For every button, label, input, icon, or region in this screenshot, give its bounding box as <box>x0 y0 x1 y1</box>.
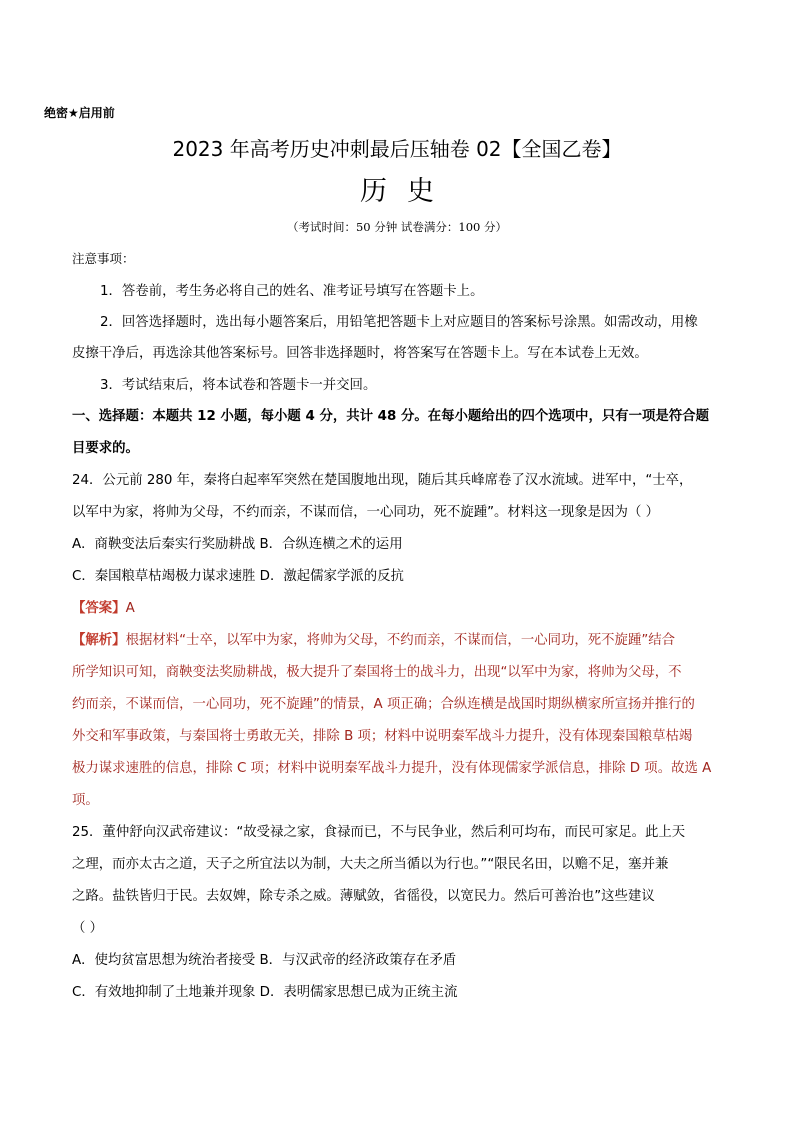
confidential-mark: 绝密★启用前 <box>44 106 115 120</box>
section-heading-cont: 目要求的。 <box>72 441 139 456</box>
q25-option: A．使均贫富思想为统治者接受 B．与汉武帝的经济政策存在矛盾 <box>72 953 457 968</box>
q25-stem: 之理，而亦太古之道，天子之所宜法以为制，大夫之所当循以为行也。”“限民名田，以赡不足，塞并兼 <box>72 857 669 872</box>
notes-item: 2．回答选择题时，选出每小题答案后，用铅笔把答题卡上对应题目的答案标号涂黑。如需改动，用橡 <box>100 315 698 330</box>
q24-stem: 24．公元前 280 年，秦将白起率军突然在楚国腹地出现，随后其兵峰席卷了汉水流域。进军中，“士卒， <box>72 473 693 488</box>
notes-item-cont: 皮擦干净后，再选涂其他答案标号。回答非选择题时，将答案写在答题卡上。写在本试卷上无效。 <box>72 346 648 361</box>
q24-stem: 以军中为家，将帅为父母，不约而亲，不谋而信，一心同功，死不旋踵”。材料这一现象是因为（ ） <box>72 505 659 520</box>
answer-value: A <box>125 601 135 616</box>
q24-option: C．秦国粮草枯竭极力谋求速胜 D．激起儒家学派的反抗 <box>72 569 404 584</box>
analysis-label: 【解析】 <box>72 633 126 648</box>
q25-stem: 25．董仲舒向汉武帝建议：“故受禄之家，食禄而已，不与民争业，然后利可均布，而民可家足。此上天 <box>72 825 686 840</box>
analysis-line: 外交和军事政策，与秦国将士勇敢无关，排除 B 项；材料中说明秦军战斗力提升，没有体现秦国粮草枯竭 <box>72 729 693 744</box>
notes-item: 1．答卷前，考生务必将自己的姓名、准考证号填写在答题卡上。 <box>100 284 484 299</box>
analysis-line: 约而亲，不谋而信，一心同功，死不旋踵”的情景，A 项正确；合纵连横是战国时期纵横家所宣扬并推行的 <box>72 697 695 712</box>
q25-stem: （ ） <box>72 921 104 936</box>
q24-analysis <box>72 632 727 650</box>
q24-option: A．商鞅变法后秦实行奖励耕战 B．合纵连横之术的运用 <box>72 537 403 552</box>
subject-heading: 历史 <box>360 176 454 207</box>
q24-answer <box>72 600 727 618</box>
analysis-line: 项。 <box>72 793 99 808</box>
notes-heading: 注意事项： <box>72 251 135 266</box>
analysis-line: 根据材料“士卒，以军中为家，将帅为父母，不约而亲，不谋而信，一心同功，死不旋踵”结合 <box>125 633 676 648</box>
analysis-line: 所学知识可知，商鞅变法奖励耕战，极大提升了秦国将士的战斗力，出现“以军中为家，将帅为父母，不 <box>72 665 682 680</box>
notes-item: 3．考试结束后，将本试卷和答题卡一并交回。 <box>100 378 377 393</box>
section-heading: 一、选择题：本题共 12 小题，每小题 4 分，共计 48 分。在每小题给出的四个选项中，只有一项是符合题 <box>72 409 709 424</box>
q25-stem: 之路。盐铁皆归于民。去奴婢，除专杀之威。薄赋敛，省徭役，以宽民力。然后可善治也”这些建议 <box>72 889 655 904</box>
analysis-line: 极力谋求速胜的信息，排除 C 项；材料中说明秦军战斗力提升，没有体现儒家学派信息，排除 D 项。故选 A <box>72 761 712 776</box>
exam-info: （考试时间：50 分钟 试卷满分：100 分） <box>286 220 508 234</box>
answer-label: 【答案】 <box>72 601 126 616</box>
q25-option: C．有效地抑制了土地兼并现象 D．表明儒家思想已成为正统主流 <box>72 985 458 1000</box>
page-title: 2023 年高考历史冲刺最后压轴卷 02【全国乙卷】 <box>172 137 622 161</box>
